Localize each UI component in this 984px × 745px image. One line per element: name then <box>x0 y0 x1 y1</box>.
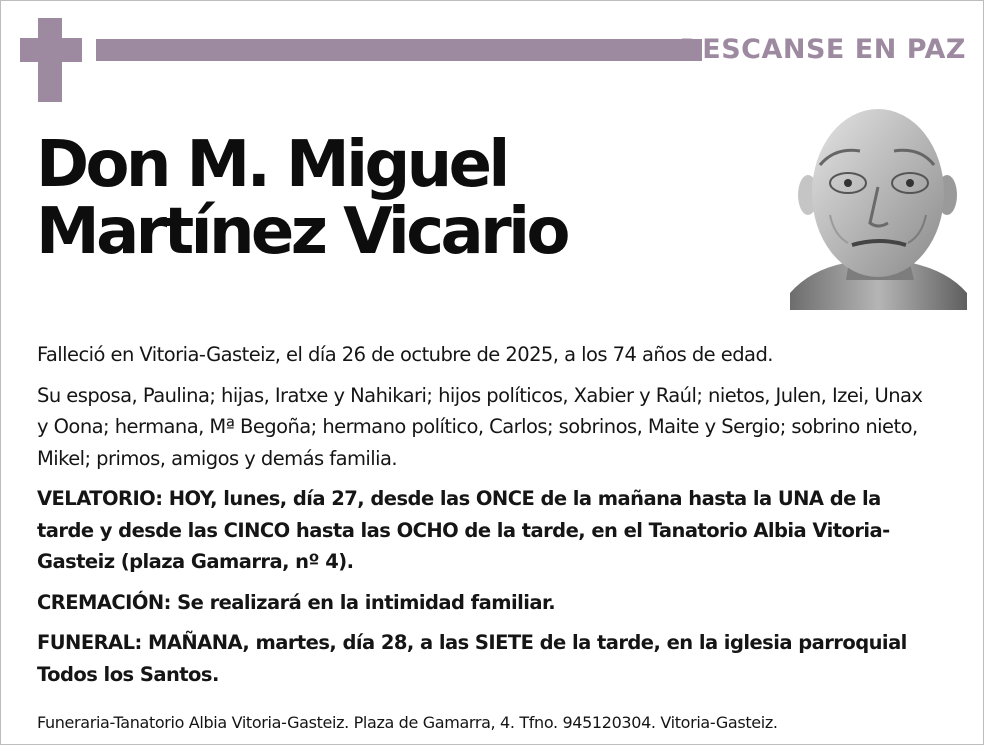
funeral-label: FUNERAL: <box>37 631 142 654</box>
header-rule <box>96 39 702 61</box>
funeral-info <box>37 627 937 690</box>
name-line-1: Don M. Miguel <box>36 128 507 202</box>
cremation-label: CREMACIÓN: <box>37 590 171 614</box>
cremation-info <box>37 587 937 619</box>
portrait-photo <box>790 105 967 310</box>
notice-body <box>37 339 937 699</box>
deceased-name <box>36 128 756 269</box>
death-notice: Falleció en Vitoria-Gasteiz, el día 26 de octubre de 2025, a los 74 años de edad. <box>37 343 773 366</box>
funeral-home-footer: Funeraria-Tanatorio Albia Vitoria-Gasteiz. Plaza de Gamarra, 4. Tfno. 945120304. Vitoria-Gasteiz. <box>37 713 778 732</box>
family-list: Su esposa, Paulina; hijas, Iratxe y Nahikari; hijos políticos, Xabier y Raúl; nietos, Julen, Izei, Unax y Oona; hermana, Mª Begoña; hermano político, Carlos; sobrinos, Maite y Sergio; sobrino nieto, Mikel; primos, amigos y demás familia. <box>37 383 923 470</box>
wake-info <box>37 483 937 578</box>
wake-label: VELATORIO: <box>37 487 163 510</box>
funeral-text: MAÑANA, martes, día 28, a las SIETE de la tarde, en la iglesia parroquial Todos los Santos. <box>37 631 907 686</box>
name-line-2: Martínez Vicario <box>36 195 567 269</box>
wake-text: HOY, lunes, día 27, desde las ONCE de la mañana hasta la UNA de la tarde y desde las CINCO hasta las OCHO de la tarde, en el Tanatorio Albia Vitoria-Gasteiz (plaza Gamarra, nº 4). <box>37 487 890 573</box>
tagline: DESCANSE EN PAZ <box>679 34 966 65</box>
cremation-text: Se realizará en la intimidad familiar. <box>177 590 556 614</box>
